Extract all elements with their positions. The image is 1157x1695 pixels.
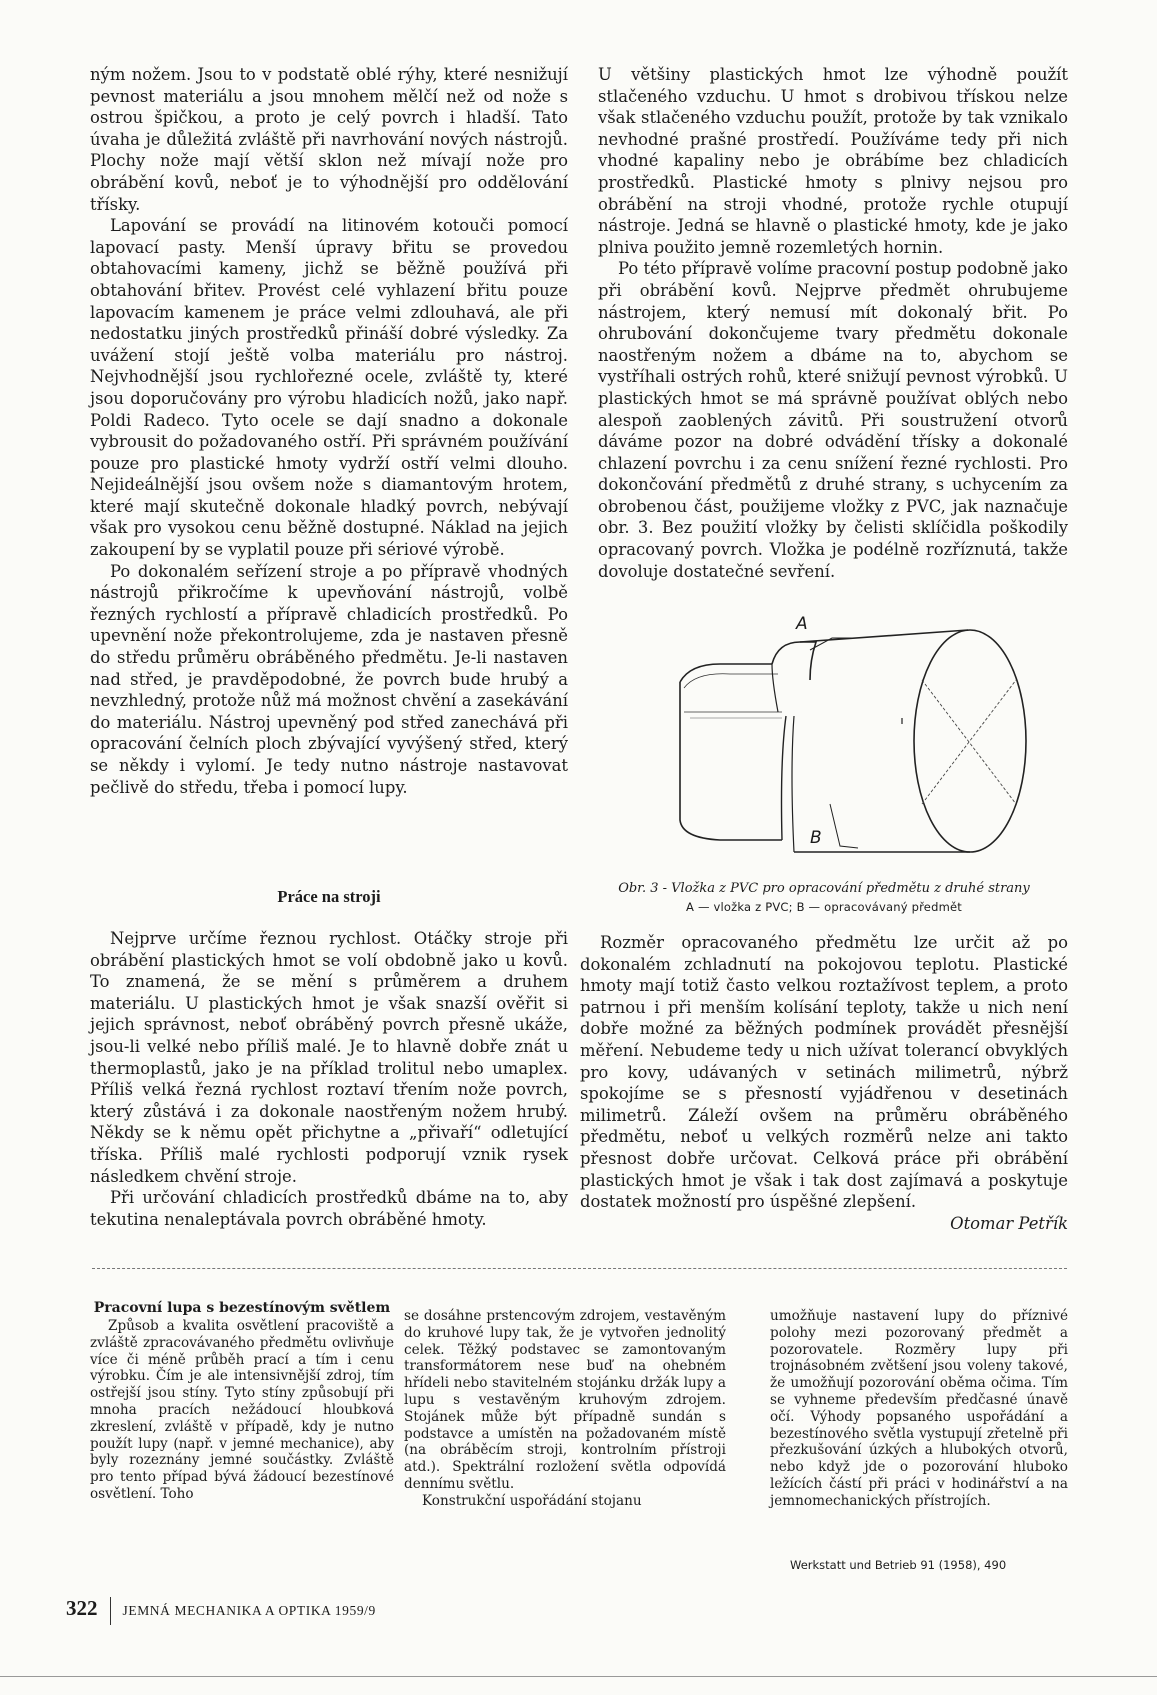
figure-drawing [660, 620, 1050, 870]
left-text-column-lower [90, 928, 568, 1230]
section-divider [92, 1268, 1067, 1269]
figure-label-a: A [796, 614, 808, 634]
left-text-column [90, 64, 568, 798]
figure-caption [580, 880, 1068, 916]
page-footer [66, 1596, 376, 1625]
paragraph: Konstrukční uspořádání stojanu [422, 1492, 642, 1509]
paragraph: se dosáhne prstencovým zdrojem, vestavěným do kruhové lupy tak, že je vytvořen jednolitý celek. Těžký podstavec se zamontovaným transformátorem nese buď na ohebném hřídeli nebo stavitelném stojánku držák lupy a lupu s vestavěným kruhovým zdrojem. Stojánek může být případně sundán s podstavce a umístěn na požadovaném místě (na obráběcím stroji, kontrolním přístroji atd.). Spektrální rozložení světla odpovídá dennímu světlu. [404, 1308, 726, 1492]
right-text-column [598, 64, 1068, 582]
small-article-column-1 [90, 1300, 394, 1503]
paragraph: Nejprve určíme řeznou rychlost. Otáčky stroje při obrábění plastických hmot se volí obdobně jako u kovů. To znamená, že se mění s průměrem a druhem materiálu. U plastických hmot je však snazší ověřit si jejich správnost, neboť obráběný povrch přesně ukáže, jsou-li velké nebo příliš malé. Je to hlavně dobře znát u thermoplastů, jako je na příklad trolitul nebo umaplex. Příliš velká řezná rychlost roztaví třením nože povrch, který zůstává i za dokonale naostřeným nožem hrubý. Někdy se k němu opět přichytne a „přivaří“ odletující tříska. Příliš malé rychlosti podporují vznik rysek následkem chvění stroje. [90, 929, 568, 1186]
paragraph: Lapování se provádí na litinovém kotouči pomocí lapovací pasty. Menší úpravy břitu se provedou obtahovacími kameny, jichž se běžně používá při obtahování břitev. Provést celé vyhlazení břitu pouze lapovacím kamenem je práce velmi zdlouhavá, ale při nedostatku jiných prostředků přináší dobré výsledky. Za uvážení stojí ještě volba materiálu pro nástroj. Nejvhodnější jsou rychlořezné ocele, zvláště ty, které jsou doporučovány pro výrobu hladicích nožů, jako např. Poldi Radeco. Tyto ocele se dají snadno a dokonale vybrousit do požadovaného ostří. Při správném používání pouze pro plastické hmoty vydrží ostří velmi dlouho. Nejideálnější jsou ovšem nože s diamantovým hrotem, které mají skutečně dokonale hladký povrch, nebývají však pro vysokou cenu běžně dostupné. Náklad na jejich zakoupení by se vyplatil pouze při sériové výrobě. [90, 216, 568, 560]
paragraph: Rozměr opracovaného předmětu lze určit až po dokonalém zchladnutí na pokojovou teplotu. Plastické hmoty mají totiž často velkou roztažívost teplem, a proto patrnou i při menším kolísání teploty, takže u nich není dobře možné za běžných podmínek provádět přesnější měření. Nebudeme tedy u nich užívat tolerancí obvyklých pro kovy, udávaných v setinách milimetrů, nýbrž spokojíme se s přesností vyjádřenou v desetinách milimetrů. Záleží ovšem na průměru obráběného předmětu, neboť u velkých rozměrů nelze ani takto přesnost dobře určovat. Celková práce při obrábění plastických hmot je však i tak dost zajímavá a poskytuje dostatek možností pro úspěšné zlepšení. [580, 933, 1068, 1212]
small-article-title: Pracovní lupa s bezestínovým světlem [93, 1300, 391, 1316]
source-reference: Werkstatt und Betrieb 91 (1958), 490 [790, 1558, 1007, 1572]
section-heading: Práce na stroji [277, 887, 381, 906]
paragraph: umožňuje nastavení lupy do příznivé polohy mezi pozorovaný předmět a pozorovatele. Rozměry lupy při trojnásobném zvětšení jsou voleny takové, že umožňují pozorování oběma očima. Tím se vyhneme především předčasné únavě očí. Výhody popsaného uspořádání a bezestínového světla vystupují zřetelně při přezkušování úzkých a hlubokých otvorů, nebo když jde o pozorování hluboko ležících částí při práci v hodinářství a na jemnomechanických přístrojích. [770, 1308, 1068, 1509]
paragraph: Po této přípravě volíme pracovní postup podobně jako při obrábění kovů. Nejprve předmět ohrubujeme nástrojem, který nemusí mít dokonalý břit. Po ohrubování dokončujeme tvary předmětu dokonale naostřeným nožem a dbáme na to, abychom se vystříhali ostrých rohů, které snižují pevnost výrobků. U plastických hmot se má správně používat oblých nebo alespoň zaoblených závitů. Při soustružení otvorů dáváme pozor na dobré odvádění třísky a dokonalé chlazení povrchu i za cenu snížení řezné rychlosti. Pro dokončování předmětů z druhé strany, s uchycením za obrobenou část, použijeme vložky z PVC, jak naznačuje obr. 3. Bez použití vložky by čelisti sklíčidla poškodily opracovaný povrch. Vložka je podélně rozříznutá, takže dovoluje dostatečné sevření. [598, 259, 1068, 581]
paragraph: Po dokonalém seřízení stroje a po přípravě vhodných nástrojů přikročíme k upevňování nástrojů, volbě řezných rychlostí a přípravě chladicích prostředků. Po upevnění nože překontrolujeme, zda je nastaven přesně do středu průměru obráběného předmětu. Je-li nastaven nad střed, je pravděpodobné, že povrch bude hrubý a nevzhledný, protože nůž má možnost chvění a zasekávání do materiálu. Nástroj upevněný pod střed zanechává při opracování čelních ploch zbývající vyvýšený střed, který se někdy i vylomí. Je tedy nutno nástroje nastavovat pečlivě do středu, třeba i pomocí lupy. [90, 561, 568, 797]
paragraph: U většiny plastických hmot lze výhodně použít stlačeného vzduchu. U hmot s drobivou třískou nelze však stlačeného vzduchu použít, protože by tak vznikalo nevhodné prašné prostředí. Používáme tedy při nich vhodné kapaliny nebo je obrábíme bez chladicích prostředků. Plastické hmoty s plnivy nejsou pro obrábění na stroji vhodné, protože rychle otupují nástroje. Jedná se hlavně o plastické hmoty, kde je jako plniva použito jemně rozemletých hornin. [598, 65, 1068, 257]
page-number: 322 [66, 1596, 98, 1620]
paragraph: ným nožem. Jsou to v podstatě oblé rýhy, které nesnižují pevnost materiálu a jsou mnohem mělčí než od nože s ostrou špičkou, a proto je celý povrch i hladší. Tato úvaha je důležitá zvláště při navrhování nových nástrojů. Plochy nože mají větší sklon než mívají nože pro obrábění kovů, neboť je to výhodnější pro oddělování třísky. [90, 65, 568, 214]
footer-divider [110, 1597, 111, 1625]
caption-legend: A — vložka z PVC; B — opracovávaný předmět [686, 900, 962, 914]
caption-title: Obr. 3 - Vložka z PVC pro opracování předmětu z druhé strany [618, 881, 1030, 896]
right-text-column-lower [580, 932, 1068, 1234]
small-article-column-2 [404, 1308, 726, 1510]
figure-label-b: B [810, 828, 822, 848]
small-article-column-3 [770, 1308, 1068, 1510]
journal-title: JEMNÁ MECHANIKA A OPTIKA 1959/9 [122, 1603, 376, 1618]
paragraph: Způsob a kvalita osvětlení pracoviště a zvláště zpracovávaného předmětu ovlivňuje více či méně průběh prací a tím i cenu výrobku. Čím je ale intensivnější zdroj, tím ostřejší jsou stíny. Tyto stíny způsobují při mnoha pracích nežádoucí hloubková zkreslení, zvláště v případě, kdy je nutno použít lupy (např. v jemné mechanice), aby byly rozeznány jemné součástky. Zvláště pro tento případ bývá žádoucí bezestínové osvětlení. Toho [90, 1318, 394, 1502]
figure-pvc-insert [660, 614, 1050, 870]
author-signature: Otomar Petřík [950, 1213, 1068, 1233]
paragraph: Při určování chladicích prostředků dbáme na to, aby tekutina nenaleptávala povrch obráběné hmoty. [90, 1188, 568, 1229]
bottom-edge-line [0, 1676, 1157, 1677]
